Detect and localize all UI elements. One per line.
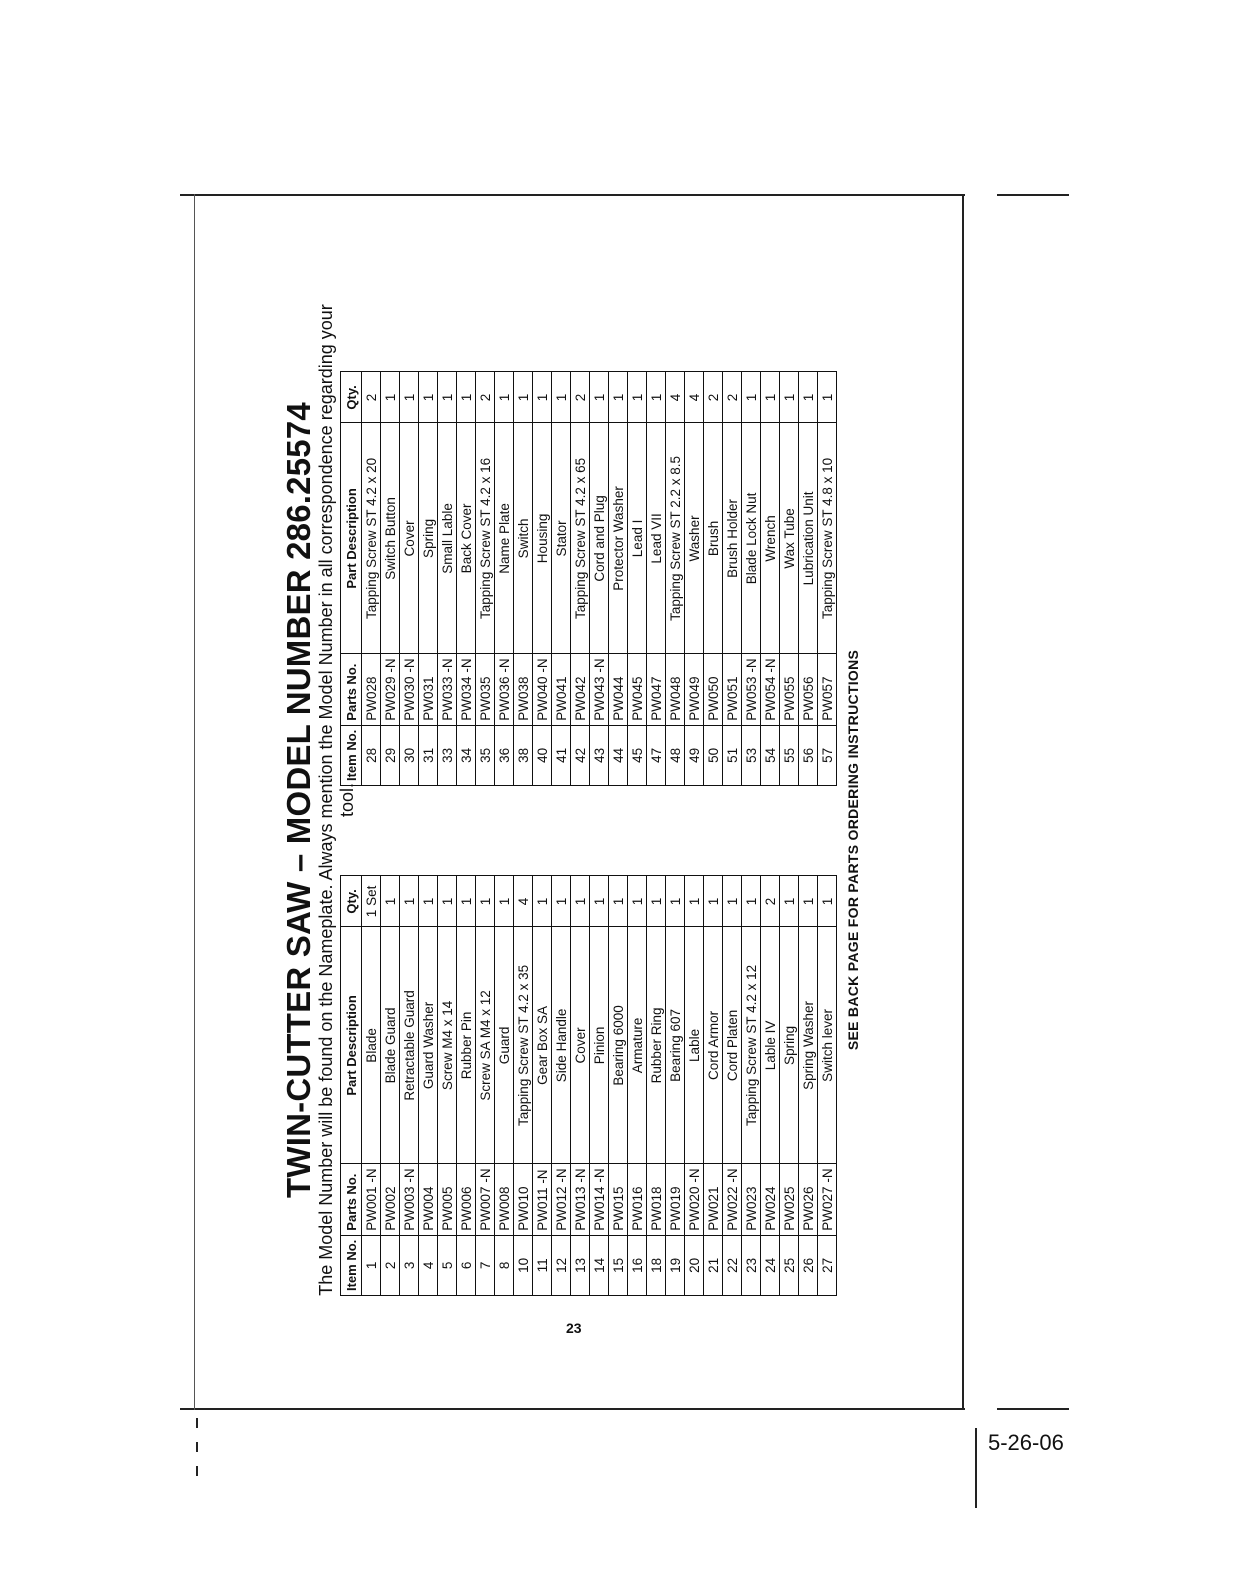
cell-desc: Gear Box SA xyxy=(533,927,552,1164)
edge-tick xyxy=(196,1418,198,1428)
cell-part: PW011 -N xyxy=(533,1164,552,1235)
table-row xyxy=(419,876,438,1296)
cell-qty: 2 xyxy=(723,372,742,423)
cell-item: 6 xyxy=(457,1235,476,1295)
cell-part: PW038 xyxy=(514,654,533,725)
cell-item: 31 xyxy=(419,725,438,785)
cell-item: 2 xyxy=(381,1235,400,1295)
page-subtitle: The Model Number will be found on the Nameplate. Always mention the Model Number in all correspondence regarding your tool. xyxy=(316,304,357,1296)
cell-part: PW010 xyxy=(514,1164,533,1235)
cell-qty: 1 xyxy=(381,876,400,927)
cell-part: PW045 xyxy=(628,654,647,725)
header-part: Parts No. xyxy=(341,654,362,725)
cell-qty: 1 xyxy=(799,876,818,927)
cell-item: 11 xyxy=(533,1235,552,1295)
cell-item: 40 xyxy=(533,725,552,785)
cell-desc: Armature xyxy=(628,927,647,1164)
cell-part: PW019 xyxy=(666,1164,685,1235)
table-row xyxy=(381,372,400,786)
cell-part: PW023 xyxy=(742,1164,761,1235)
cell-qty: 1 xyxy=(818,372,837,423)
cell-item: 54 xyxy=(761,725,780,785)
table-header-row xyxy=(341,372,362,786)
cell-desc: Cover xyxy=(571,927,590,1164)
cell-desc: Lable IV xyxy=(761,927,780,1164)
cell-part: PW008 xyxy=(495,1164,514,1235)
cell-part: PW030 -N xyxy=(400,654,419,725)
cell-qty: 1 xyxy=(780,372,799,423)
table-row xyxy=(704,372,723,786)
table-row xyxy=(457,876,476,1296)
cell-desc: Guard Washer xyxy=(419,927,438,1164)
cell-item: 10 xyxy=(514,1235,533,1295)
cell-qty: 1 xyxy=(609,372,628,423)
cell-desc: Tapping Screw ST 2.2 x 8.5 xyxy=(666,423,685,654)
edge-tick xyxy=(196,1466,198,1476)
cell-qty: 1 xyxy=(704,876,723,927)
cell-qty: 1 xyxy=(666,876,685,927)
cell-desc: Name Plate xyxy=(495,423,514,654)
table-row xyxy=(761,372,780,786)
cell-desc: Rubber Pin xyxy=(457,927,476,1164)
table-row xyxy=(514,876,533,1296)
cell-qty: 1 xyxy=(495,876,514,927)
cell-part: PW025 xyxy=(780,1164,799,1235)
edge-tick xyxy=(196,1442,198,1452)
header-desc: Part Description xyxy=(341,423,362,654)
cell-desc: Wax Tube xyxy=(780,423,799,654)
table-row xyxy=(514,372,533,786)
cell-qty: 1 xyxy=(590,372,609,423)
cell-part: PW020 -N xyxy=(685,1164,704,1235)
cell-desc: Switch xyxy=(514,423,533,654)
table-row xyxy=(742,372,761,786)
cell-desc: Cord Platen xyxy=(723,927,742,1164)
cell-desc: Screw M4 x 14 xyxy=(438,927,457,1164)
table-row xyxy=(685,372,704,786)
table-row xyxy=(723,876,742,1296)
cell-part: PW047 xyxy=(647,654,666,725)
cell-qty: 1 xyxy=(590,876,609,927)
cell-desc: Pinion xyxy=(590,927,609,1164)
cell-part: PW053 -N xyxy=(742,654,761,725)
header-part: Parts No. xyxy=(341,1164,362,1235)
cell-qty: 1 xyxy=(438,876,457,927)
table-row xyxy=(799,372,818,786)
cell-part: PW028 xyxy=(362,654,381,725)
rotated-parts-list xyxy=(280,300,880,1300)
cell-item: 4 xyxy=(419,1235,438,1295)
cell-item: 47 xyxy=(647,725,666,785)
cell-qty: 1 xyxy=(533,876,552,927)
cell-qty: 1 xyxy=(419,876,438,927)
cell-desc: Side Handle xyxy=(552,927,571,1164)
cell-part: PW048 xyxy=(666,654,685,725)
ordering-instructions-note: SEE BACK PAGE FOR PARTS ORDERING INSTRUCTIONS xyxy=(845,649,861,1051)
table-row xyxy=(571,372,590,786)
cell-desc: Tapping Screw ST 4.2 x 16 xyxy=(476,423,495,654)
cell-qty: 1 xyxy=(685,876,704,927)
table-row xyxy=(533,372,552,786)
cell-desc: Cover xyxy=(400,423,419,654)
cell-desc: Switch lever xyxy=(818,927,837,1164)
cell-part: PW014 -N xyxy=(590,1164,609,1235)
cell-item: 53 xyxy=(742,725,761,785)
left-border xyxy=(194,194,195,1410)
table-row xyxy=(780,372,799,786)
cell-qty: 4 xyxy=(514,876,533,927)
table-row xyxy=(742,876,761,1296)
table-row xyxy=(457,372,476,786)
cell-qty: 1 xyxy=(495,372,514,423)
table-row xyxy=(685,876,704,1296)
cell-item: 43 xyxy=(590,725,609,785)
cell-desc: Wrench xyxy=(761,423,780,654)
cell-desc: Spring xyxy=(419,423,438,654)
cell-qty: 1 xyxy=(552,372,571,423)
cell-qty: 2 xyxy=(704,372,723,423)
cell-item: 55 xyxy=(780,725,799,785)
cell-qty: 4 xyxy=(685,372,704,423)
cell-qty: 2 xyxy=(571,372,590,423)
cell-qty: 1 xyxy=(381,372,400,423)
cell-part: PW054 -N xyxy=(761,654,780,725)
cell-item: 19 xyxy=(666,1235,685,1295)
cell-part: PW033 -N xyxy=(438,654,457,725)
table-row xyxy=(761,876,780,1296)
cell-qty: 1 xyxy=(818,876,837,927)
cell-part: PW022 -N xyxy=(723,1164,742,1235)
cell-qty: 4 xyxy=(666,372,685,423)
table-row xyxy=(571,876,590,1296)
cell-part: PW035 xyxy=(476,654,495,725)
bottom-border xyxy=(180,1408,965,1410)
cell-qty: 1 xyxy=(400,876,419,927)
table-header-row xyxy=(341,876,362,1296)
table-row xyxy=(381,876,400,1296)
table-row xyxy=(495,876,514,1296)
cell-qty: 1 xyxy=(647,372,666,423)
cell-item: 50 xyxy=(704,725,723,785)
cell-item: 57 xyxy=(818,725,837,785)
cell-item: 29 xyxy=(381,725,400,785)
cell-qty: 1 xyxy=(609,876,628,927)
cell-desc: Tapping Screw ST 4.2 x 35 xyxy=(514,927,533,1164)
cell-desc: Tapping Screw ST 4.2 x 65 xyxy=(571,423,590,654)
cell-desc: Lead I xyxy=(628,423,647,654)
cell-desc: Washer xyxy=(685,423,704,654)
page-title: TWIN-CUTTER SAW – MODEL NUMBER 286.25574 xyxy=(280,402,317,1198)
cell-item: 45 xyxy=(628,725,647,785)
table-row xyxy=(628,372,647,786)
cell-desc: Lable xyxy=(685,927,704,1164)
cell-desc: Tapping Screw ST 4.8 x 10 xyxy=(818,423,837,654)
parts-table-left xyxy=(340,875,837,1296)
cell-item: 5 xyxy=(438,1235,457,1295)
table-row xyxy=(780,876,799,1296)
cell-item: 18 xyxy=(647,1235,666,1295)
cell-item: 20 xyxy=(685,1235,704,1295)
right-border xyxy=(962,194,964,1410)
cell-item: 25 xyxy=(780,1235,799,1295)
cell-part: PW021 xyxy=(704,1164,723,1235)
cell-item: 48 xyxy=(666,725,685,785)
cell-part: PW041 xyxy=(552,654,571,725)
cell-part: PW036 -N xyxy=(495,654,514,725)
cell-item: 24 xyxy=(761,1235,780,1295)
cell-part: PW031 xyxy=(419,654,438,725)
cell-part: PW007 -N xyxy=(476,1164,495,1235)
cell-part: PW004 xyxy=(419,1164,438,1235)
cell-part: PW012 -N xyxy=(552,1164,571,1235)
cell-part: PW024 xyxy=(761,1164,780,1235)
cell-item: 21 xyxy=(704,1235,723,1295)
parts-table-right xyxy=(340,371,837,786)
cell-part: PW051 xyxy=(723,654,742,725)
cell-desc: Guard xyxy=(495,927,514,1164)
cell-part: PW002 xyxy=(381,1164,400,1235)
top-border xyxy=(180,194,965,196)
cell-part: PW016 xyxy=(628,1164,647,1235)
cell-qty: 1 xyxy=(400,372,419,423)
margin-mark-top xyxy=(997,194,1069,196)
cell-item: 27 xyxy=(818,1235,837,1295)
cell-item: 30 xyxy=(400,725,419,785)
cell-qty: 1 xyxy=(476,876,495,927)
cell-item: 22 xyxy=(723,1235,742,1295)
cell-part: PW001 -N xyxy=(362,1164,381,1235)
table-row xyxy=(666,876,685,1296)
cell-desc: Switch Button xyxy=(381,423,400,654)
cell-desc: Cord Armor xyxy=(704,927,723,1164)
cell-desc: Bearing 607 xyxy=(666,927,685,1164)
margin-mark-vertical xyxy=(975,1428,977,1508)
cell-item: 35 xyxy=(476,725,495,785)
cell-part: PW026 xyxy=(799,1164,818,1235)
cell-item: 33 xyxy=(438,725,457,785)
cell-item: 38 xyxy=(514,725,533,785)
table-row xyxy=(628,876,647,1296)
cell-part: PW042 xyxy=(571,654,590,725)
table-row xyxy=(533,876,552,1296)
table-row xyxy=(818,372,837,786)
cell-qty: 1 xyxy=(723,876,742,927)
cell-desc: Tapping Screw ST 4.2 x 20 xyxy=(362,423,381,654)
cell-item: 14 xyxy=(590,1235,609,1295)
cell-qty: 1 xyxy=(647,876,666,927)
cell-desc: Spring xyxy=(780,927,799,1164)
cell-part: PW003 -N xyxy=(400,1164,419,1235)
table-row xyxy=(552,372,571,786)
cell-qty: 1 xyxy=(742,372,761,423)
cell-item: 36 xyxy=(495,725,514,785)
cell-qty: 1 Set xyxy=(362,876,381,927)
cell-item: 41 xyxy=(552,725,571,785)
table-row xyxy=(438,876,457,1296)
margin-mark-bottom xyxy=(997,1408,1069,1410)
cell-qty: 1 xyxy=(533,372,552,423)
cell-item: 44 xyxy=(609,725,628,785)
cell-qty: 1 xyxy=(438,372,457,423)
cell-qty: 2 xyxy=(476,372,495,423)
cell-qty: 1 xyxy=(780,876,799,927)
cell-item: 15 xyxy=(609,1235,628,1295)
cell-item: 42 xyxy=(571,725,590,785)
cell-desc: Blade Guard xyxy=(381,927,400,1164)
cell-desc: Bearing 6000 xyxy=(609,927,628,1164)
table-row xyxy=(590,372,609,786)
table-row xyxy=(723,372,742,786)
cell-desc: Small Lable xyxy=(438,423,457,654)
cell-qty: 1 xyxy=(571,876,590,927)
table-row xyxy=(476,372,495,786)
cell-desc: Housing xyxy=(533,423,552,654)
table-row xyxy=(647,876,666,1296)
table-row xyxy=(438,372,457,786)
print-date: 5-26-06 xyxy=(988,1430,1064,1455)
header-desc: Part Description xyxy=(341,927,362,1164)
cell-qty: 2 xyxy=(761,876,780,927)
cell-desc: Blade Lock Nut xyxy=(742,423,761,654)
cell-part: PW015 xyxy=(609,1164,628,1235)
cell-qty: 1 xyxy=(799,372,818,423)
table-row xyxy=(495,372,514,786)
cell-part: PW034 -N xyxy=(457,654,476,725)
cell-item: 13 xyxy=(571,1235,590,1295)
cell-desc: Rubber Ring xyxy=(647,927,666,1164)
cell-desc: Lubrication Unit xyxy=(799,423,818,654)
cell-desc: Stator xyxy=(552,423,571,654)
header-qty: Qty. xyxy=(341,372,362,423)
cell-qty: 1 xyxy=(628,876,647,927)
cell-item: 3 xyxy=(400,1235,419,1295)
cell-qty: 1 xyxy=(628,372,647,423)
table-row xyxy=(818,876,837,1296)
table-row xyxy=(362,876,381,1296)
header-item: Item No. xyxy=(341,1235,362,1295)
cell-desc: Cord and Plug xyxy=(590,423,609,654)
cell-item: 34 xyxy=(457,725,476,785)
cell-part: PW029 -N xyxy=(381,654,400,725)
table-row xyxy=(590,876,609,1296)
cell-qty: 1 xyxy=(761,372,780,423)
cell-qty: 1 xyxy=(742,876,761,927)
cell-item: 28 xyxy=(362,725,381,785)
table-row xyxy=(400,876,419,1296)
table-row xyxy=(362,372,381,786)
page-number: 23 xyxy=(566,1320,582,1336)
cell-part: PW044 xyxy=(609,654,628,725)
cell-part: PW056 xyxy=(799,654,818,725)
cell-qty: 1 xyxy=(552,876,571,927)
table-row xyxy=(476,876,495,1296)
cell-desc: Protector Washer xyxy=(609,423,628,654)
table-row xyxy=(647,372,666,786)
table-row xyxy=(799,876,818,1296)
cell-item: 12 xyxy=(552,1235,571,1295)
table-row xyxy=(419,372,438,786)
cell-desc: Blade xyxy=(362,927,381,1164)
table-row xyxy=(609,372,628,786)
cell-item: 56 xyxy=(799,725,818,785)
cell-part: PW043 -N xyxy=(590,654,609,725)
table-row xyxy=(400,372,419,786)
cell-part: PW027 -N xyxy=(818,1164,837,1235)
cell-part: PW049 xyxy=(685,654,704,725)
table-row xyxy=(552,876,571,1296)
header-item: Item No. xyxy=(341,725,362,785)
cell-part: PW006 xyxy=(457,1164,476,1235)
table-row xyxy=(609,876,628,1296)
cell-item: 1 xyxy=(362,1235,381,1295)
cell-item: 16 xyxy=(628,1235,647,1295)
cell-qty: 1 xyxy=(457,876,476,927)
cell-desc: Tapping Screw ST 4.2 x 12 xyxy=(742,927,761,1164)
cell-desc: Screw SA M4 x 12 xyxy=(476,927,495,1164)
cell-desc: Brush Holder xyxy=(723,423,742,654)
cell-part: PW040 -N xyxy=(533,654,552,725)
cell-qty: 2 xyxy=(362,372,381,423)
cell-qty: 1 xyxy=(457,372,476,423)
header-qty: Qty. xyxy=(341,876,362,927)
cell-desc: Spring Washer xyxy=(799,927,818,1164)
cell-item: 26 xyxy=(799,1235,818,1295)
cell-item: 51 xyxy=(723,725,742,785)
cell-desc: Retractable Guard xyxy=(400,927,419,1164)
cell-item: 49 xyxy=(685,725,704,785)
cell-part: PW057 xyxy=(818,654,837,725)
table-row xyxy=(666,372,685,786)
cell-part: PW013 -N xyxy=(571,1164,590,1235)
table-row xyxy=(704,876,723,1296)
cell-desc: Back Cover xyxy=(457,423,476,654)
cell-part: PW050 xyxy=(704,654,723,725)
cell-desc: Brush xyxy=(704,423,723,654)
cell-item: 23 xyxy=(742,1235,761,1295)
cell-item: 7 xyxy=(476,1235,495,1295)
cell-desc: Lead VII xyxy=(647,423,666,654)
cell-part: PW018 xyxy=(647,1164,666,1235)
cell-item: 8 xyxy=(495,1235,514,1295)
cell-part: PW055 xyxy=(780,654,799,725)
cell-qty: 1 xyxy=(419,372,438,423)
cell-part: PW005 xyxy=(438,1164,457,1235)
cell-qty: 1 xyxy=(514,372,533,423)
